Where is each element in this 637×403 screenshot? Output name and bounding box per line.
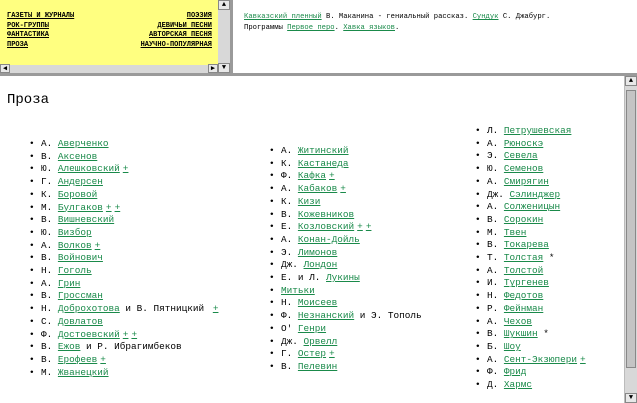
nav-link[interactable]: НАУЧНО-ПОПУЛЯРНАЯ <box>140 40 212 49</box>
author-initials: К. <box>281 157 293 169</box>
main-vertical-scrollbar[interactable] <box>624 76 637 403</box>
top-frame <box>0 0 637 76</box>
author-item <box>30 240 218 253</box>
page-title: Проза <box>7 92 50 108</box>
author-link[interactable]: Смирягин <box>503 175 549 187</box>
extra-works-link[interactable]: + <box>580 353 586 365</box>
author-initials: М. <box>41 366 53 378</box>
author-initials: В. <box>281 360 293 372</box>
author-initials: Л. <box>487 125 499 136</box>
author-initials: Ю. <box>487 163 499 175</box>
author-item <box>270 221 422 234</box>
author-item <box>476 138 586 151</box>
extra-works-link[interactable]: + <box>131 328 138 340</box>
author-item <box>270 234 422 247</box>
author-link[interactable]: Сэлинджер <box>509 188 561 200</box>
author-link[interactable]: Достоевский <box>57 328 120 340</box>
author-item <box>270 348 422 361</box>
author-item <box>270 310 422 323</box>
author-item <box>270 196 422 209</box>
author-item <box>476 227 586 240</box>
author-link[interactable]: Митьки <box>281 284 315 296</box>
news-link-khavka[interactable]: Хавка языков <box>343 24 395 32</box>
author-initials: А. <box>487 353 499 365</box>
author-initials: Ф. <box>281 170 293 182</box>
author-extra-text: * <box>537 328 549 340</box>
author-item <box>476 366 586 379</box>
author-initials: М. <box>487 226 499 238</box>
extra-works-link[interactable]: + <box>114 201 121 213</box>
author-link[interactable]: Шукшин <box>503 328 538 340</box>
extra-works-link[interactable]: + <box>122 163 129 175</box>
news-link-kavkazsky[interactable]: Кавказский пленный <box>244 13 322 21</box>
scroll-up-icon[interactable]: ▲ <box>218 0 230 10</box>
nav-horizontal-scrollbar[interactable] <box>0 65 218 73</box>
author-item <box>476 252 586 265</box>
author-initials: В. <box>487 239 499 251</box>
author-item <box>30 252 218 265</box>
author-link[interactable]: Ерофеев <box>57 353 98 365</box>
author-item <box>476 290 586 303</box>
author-initials: Н. <box>41 265 53 277</box>
author-link[interactable]: Андерсен <box>57 176 103 188</box>
author-item <box>270 297 422 310</box>
scroll-up-icon[interactable]: ▲ <box>625 76 637 86</box>
author-item <box>30 265 218 278</box>
author-link[interactable]: Орвелл <box>303 335 338 347</box>
author-item <box>30 227 218 240</box>
author-initials: Н. <box>487 290 499 302</box>
author-initials: А. <box>41 138 53 149</box>
author-list-column-3 <box>476 125 586 392</box>
author-initials: Э. <box>487 150 499 162</box>
nav-row <box>7 41 212 51</box>
author-link[interactable]: Кастанеда <box>297 157 349 169</box>
author-item <box>270 259 422 272</box>
author-initials: К. <box>41 188 53 200</box>
author-link[interactable]: Войнович <box>57 252 103 264</box>
author-item <box>476 277 586 290</box>
author-item <box>270 336 422 349</box>
nav-link[interactable]: ГАЗЕТЫ И ЖУРНАЛЫ <box>7 12 75 20</box>
author-item <box>476 189 586 202</box>
author-item <box>476 150 586 163</box>
author-link[interactable]: Пелевин <box>297 360 338 372</box>
extra-works-link[interactable]: + <box>365 221 372 233</box>
author-initials: А. <box>281 233 293 245</box>
author-initials: Ю. <box>41 226 53 238</box>
author-link[interactable]: Остер <box>297 348 327 360</box>
author-initials: В. <box>487 328 499 340</box>
author-link[interactable]: Сент-Экзюпери <box>503 353 578 365</box>
author-link[interactable]: Фрид <box>503 366 527 378</box>
author-link[interactable]: Кизи <box>297 195 321 207</box>
author-link[interactable]: Визбор <box>57 226 92 238</box>
author-initials: Г. <box>41 176 53 188</box>
author-initials: А. <box>487 315 499 327</box>
author-initials: А. <box>487 264 499 276</box>
author-link[interactable]: Севела <box>503 150 538 162</box>
author-initials: Д. <box>487 379 499 391</box>
author-link[interactable]: Федотов <box>503 290 544 302</box>
author-initials: В. <box>41 290 53 302</box>
news-link-pervoe-pero[interactable]: Первое перо <box>287 24 335 32</box>
author-extra-text: * <box>543 252 555 264</box>
author-item <box>476 125 586 138</box>
nav-link[interactable]: ДЕВИЧЬИ ПЕСНИ <box>157 21 212 30</box>
author-item <box>476 239 586 252</box>
nav-link[interactable]: РОК-ГРУППЫ <box>7 21 50 30</box>
author-item <box>30 303 218 316</box>
author-initials: Дж. <box>281 259 298 271</box>
author-item <box>30 367 218 380</box>
nav-row <box>7 31 212 41</box>
author-link[interactable]: Тургенев <box>503 277 549 289</box>
nav-link[interactable]: ПОЭЗИЯ <box>186 12 212 20</box>
scroll-right-icon[interactable]: ▶ <box>208 64 218 73</box>
news-link-sunduk[interactable]: Сундук <box>472 13 499 21</box>
nav-vertical-scrollbar[interactable] <box>218 0 230 73</box>
author-initials: В. <box>41 150 53 162</box>
scroll-down-icon[interactable]: ▼ <box>218 63 230 73</box>
author-link[interactable]: Боровой <box>57 188 98 200</box>
main-content <box>0 76 637 403</box>
author-link[interactable]: Лондон <box>303 259 338 271</box>
author-initials: В. <box>487 213 499 225</box>
author-item <box>30 278 218 291</box>
extra-works-link[interactable]: + <box>212 303 219 315</box>
author-link[interactable]: Фейнман <box>503 302 544 314</box>
author-item <box>270 272 422 285</box>
author-initials: А. <box>487 201 499 213</box>
author-link[interactable]: Кафка <box>297 170 327 182</box>
scrollbar-thumb[interactable] <box>626 90 636 368</box>
scroll-down-icon[interactable]: ▼ <box>625 393 637 403</box>
news-text-5: . <box>395 24 400 32</box>
author-initials: М. <box>41 201 53 213</box>
author-link[interactable]: Толстой <box>503 264 544 276</box>
author-item <box>476 379 586 392</box>
author-initials: В. <box>281 208 293 220</box>
author-link[interactable]: Аверченко <box>57 138 109 149</box>
author-item <box>476 265 586 278</box>
author-initials: Н. <box>41 303 53 315</box>
author-item <box>30 214 218 227</box>
author-link[interactable]: Петрушевская <box>503 125 572 136</box>
author-link[interactable]: Житинский <box>297 145 349 156</box>
author-link[interactable]: Незнанский <box>297 310 355 322</box>
author-initials: Дж. <box>281 335 298 347</box>
category-menu <box>7 12 212 50</box>
author-link[interactable]: Лимонов <box>297 246 338 258</box>
author-initials: А. <box>487 175 499 187</box>
author-item <box>270 170 422 183</box>
author-extra-text: и В. Пятницкий <box>119 303 210 315</box>
author-item <box>30 151 218 164</box>
author-initials: Е. <box>281 221 293 233</box>
author-initials: Ф. <box>487 366 499 378</box>
extra-works-link[interactable]: + <box>94 239 101 251</box>
author-item <box>30 163 218 176</box>
author-link[interactable]: Лукины <box>326 272 360 284</box>
author-link[interactable]: Генри <box>297 322 327 334</box>
author-item <box>30 341 218 354</box>
navigation-frame <box>0 0 233 73</box>
nav-link[interactable]: ПРОЗА <box>7 40 29 49</box>
author-initials: А. <box>487 137 499 149</box>
author-initials: А. <box>41 277 53 289</box>
author-link[interactable]: Толстая <box>503 252 544 264</box>
author-item <box>270 183 422 196</box>
author-item <box>476 341 586 354</box>
nav-row <box>7 12 212 22</box>
author-initials: Е. и Л. <box>281 272 321 284</box>
extra-works-link[interactable]: + <box>340 183 346 195</box>
author-link[interactable]: Гоголь <box>57 265 92 277</box>
author-initials: В. <box>41 341 53 353</box>
author-list-column-1 <box>30 138 218 379</box>
author-link[interactable]: Токарева <box>503 239 549 251</box>
author-item <box>476 328 586 341</box>
author-extra-text: и Э. Тополь <box>354 310 422 322</box>
author-item <box>270 145 422 158</box>
extra-works-link[interactable]: + <box>329 170 335 182</box>
author-item <box>30 138 218 151</box>
author-link[interactable]: Довлатов <box>57 315 103 327</box>
author-link[interactable]: Алешковский <box>57 163 120 175</box>
author-initials: А. <box>41 239 53 251</box>
author-link[interactable]: Кожевников <box>297 208 355 220</box>
extra-works-link[interactable]: + <box>105 201 112 213</box>
author-link[interactable]: Доброхотова <box>57 303 120 315</box>
author-item <box>476 201 586 214</box>
extra-works-link[interactable]: + <box>329 348 335 360</box>
author-item <box>30 176 218 189</box>
author-item <box>270 323 422 336</box>
author-link[interactable]: Семенов <box>503 163 544 175</box>
author-item <box>30 189 218 202</box>
author-item <box>476 316 586 329</box>
author-extra-text: и Р. Ибрагимбеков <box>80 341 182 353</box>
author-item <box>476 303 586 316</box>
author-initials: В. <box>41 252 53 264</box>
author-link[interactable]: Вишневский <box>57 214 115 226</box>
author-initials: Ю. <box>41 163 53 175</box>
author-item <box>30 202 218 215</box>
author-initials: В. <box>41 214 53 226</box>
author-initials: Дж. <box>487 188 504 200</box>
author-link[interactable]: Рюноскэ <box>503 137 544 149</box>
author-link[interactable]: Ежов <box>57 341 81 353</box>
author-item <box>270 285 422 298</box>
author-link[interactable]: Козловский <box>297 221 355 233</box>
news-text <box>244 12 624 34</box>
author-link[interactable]: Моисеев <box>297 297 338 309</box>
author-link[interactable]: Твен <box>503 226 527 238</box>
author-initials: А. <box>281 183 293 195</box>
news-text-4: . <box>334 24 344 32</box>
news-text-1: В. Маканина - гениальный рассказ. <box>321 13 473 21</box>
author-initials: Н. <box>281 297 293 309</box>
nav-row <box>7 22 212 32</box>
author-list-column-2 <box>270 145 422 374</box>
author-item <box>476 354 586 367</box>
author-initials: К. <box>281 195 293 207</box>
author-item <box>476 176 586 189</box>
author-initials: Р. <box>487 302 499 314</box>
author-item <box>30 354 218 367</box>
extra-works-link[interactable]: + <box>357 221 363 233</box>
author-initials: Ф. <box>41 328 53 340</box>
author-link[interactable]: Конан-Дойль <box>297 233 360 245</box>
author-link[interactable]: Солженицын <box>503 201 561 213</box>
author-link[interactable]: Шоу <box>503 340 521 352</box>
author-item <box>30 290 218 303</box>
author-item <box>270 158 422 171</box>
author-item <box>30 316 218 329</box>
author-item <box>30 329 218 342</box>
nav-link[interactable]: ФАНТАСТИКА <box>7 31 50 39</box>
nav-link[interactable]: АВТОРСКАЯ ПЕСНЯ <box>148 31 212 39</box>
news-frame <box>236 0 637 73</box>
author-initials: Т. <box>487 252 499 264</box>
author-link[interactable]: Волков <box>57 239 92 251</box>
author-item <box>270 361 422 374</box>
author-link[interactable]: Грин <box>57 277 81 289</box>
author-initials: Э. <box>281 246 293 258</box>
news-text-3: Программы <box>244 24 288 32</box>
author-initials: С. <box>41 315 53 327</box>
author-link[interactable]: Булгаков <box>57 201 103 213</box>
news-text-2: С. Джабург. <box>498 13 551 21</box>
scroll-left-icon[interactable]: ◀ <box>0 64 10 73</box>
author-link[interactable]: Сорокин <box>503 213 544 225</box>
author-link[interactable]: Хармс <box>503 379 533 391</box>
author-item <box>270 247 422 260</box>
author-initials: Г. <box>281 348 293 360</box>
author-initials: В. <box>41 353 53 365</box>
author-link[interactable]: Кабаков <box>297 183 338 195</box>
author-initials: Б. <box>487 340 499 352</box>
extra-works-link[interactable]: + <box>100 353 106 365</box>
author-item <box>270 209 422 222</box>
author-item <box>476 163 586 176</box>
author-link[interactable]: Чехов <box>503 315 533 327</box>
author-link[interactable]: Аксенов <box>57 150 98 162</box>
author-link[interactable]: Жванецкий <box>57 366 109 378</box>
author-initials: А. <box>281 145 293 156</box>
extra-works-link[interactable]: + <box>122 328 129 340</box>
author-initials: О' <box>281 322 293 334</box>
author-initials: И. <box>487 277 499 289</box>
author-initials: Ф. <box>281 310 293 322</box>
author-item <box>476 214 586 227</box>
author-link[interactable]: Гроссман <box>57 290 103 302</box>
